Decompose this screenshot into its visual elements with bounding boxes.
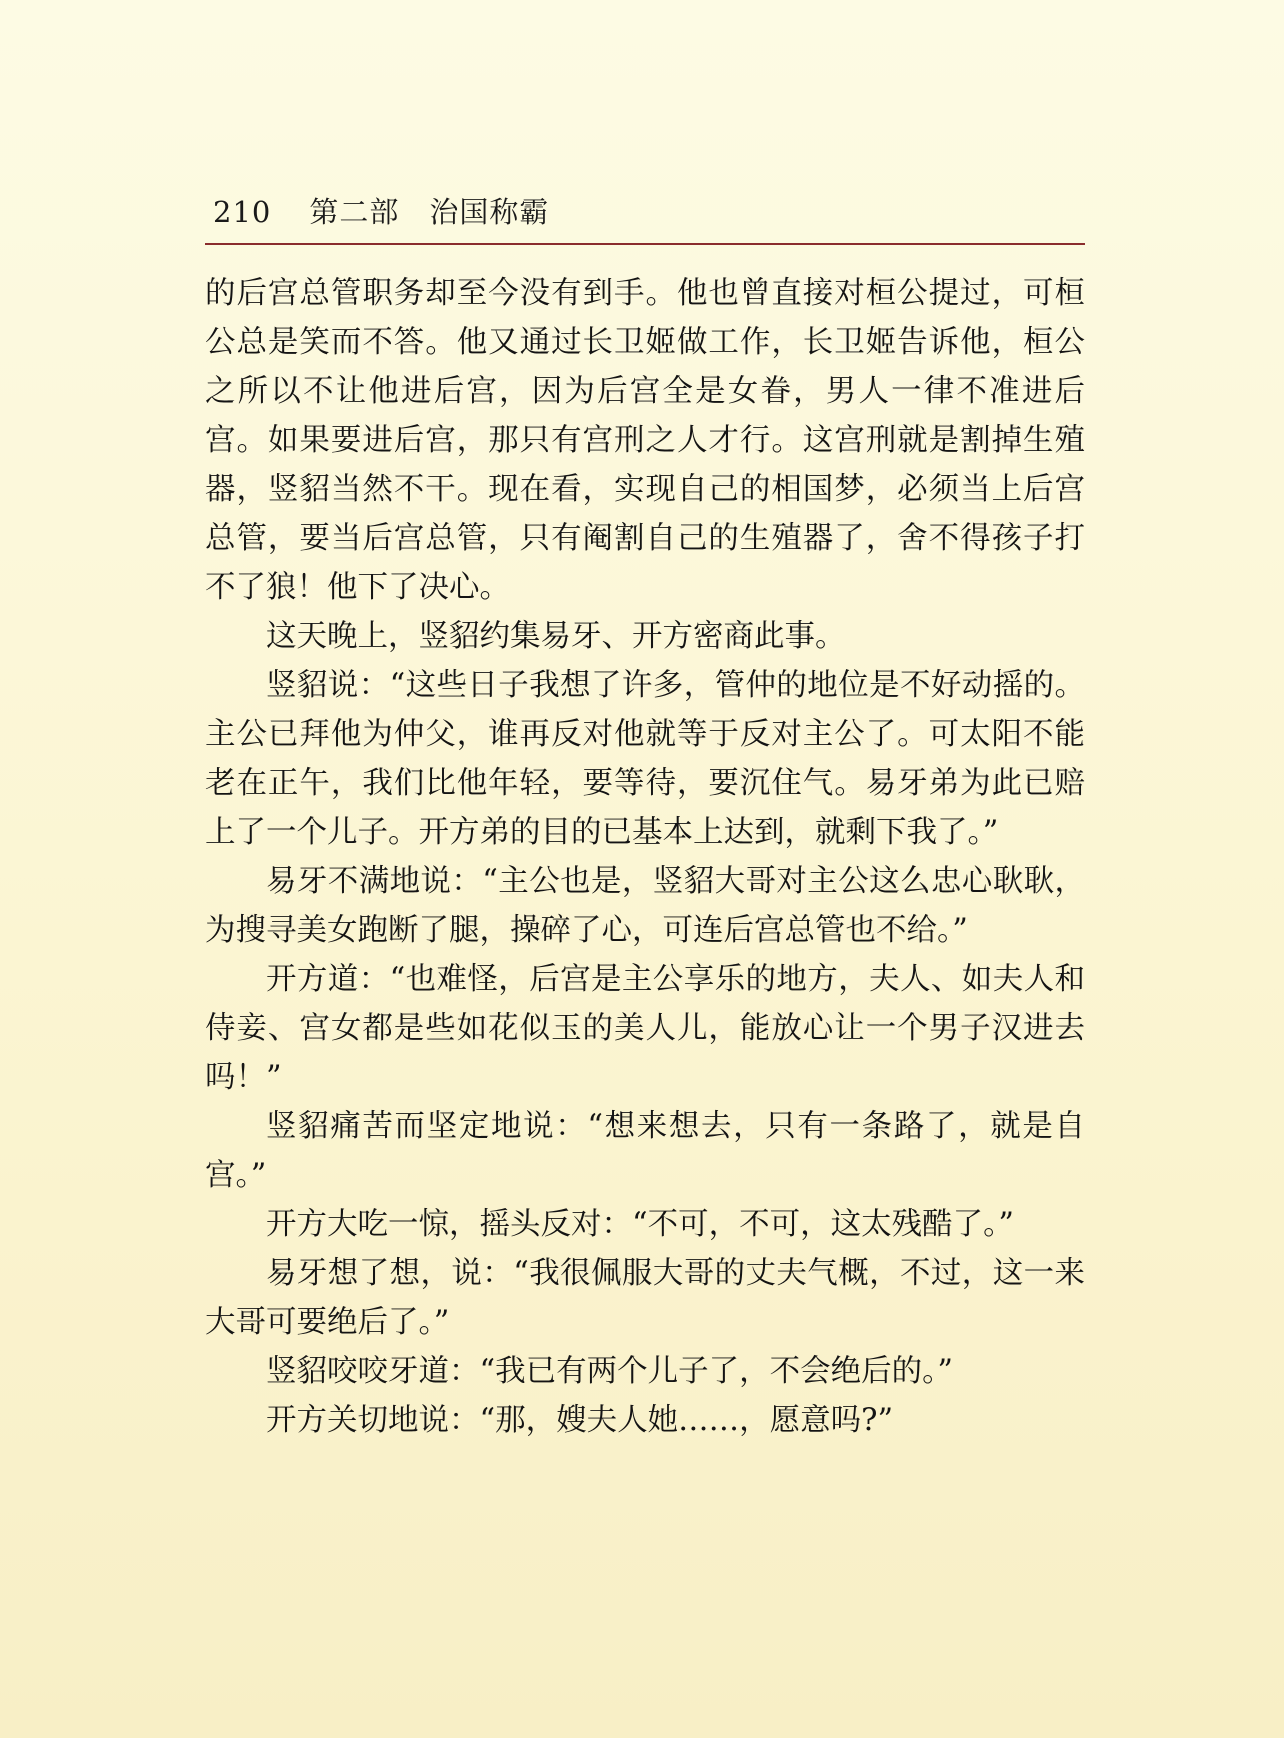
paragraph: 这天晚上，竖貂约集易牙、开方密商此事。 — [266, 619, 846, 654]
header-divider — [205, 243, 1085, 245]
paragraph: 竖貂说：“这些日子我想了许多，管仲的地位是不好动摇的。主公已拜他为仲父，谁再反对他就等于反对主公了。可太阳不能老在正午，我们比他年轻，要等待，要沉住气。易牙弟为此已赔上了一个儿子。开方弟的目的已基本上达到，就剩下我了。” — [205, 668, 1085, 850]
page-content — [205, 190, 1085, 1445]
paragraph: 开方道：“也难怪，后宫是主公享乐的地方，夫人、如夫人和侍妾、宫女都是些如花似玉的美人儿，能放心让一个男子汉进去吗！” — [205, 962, 1085, 1095]
paragraph: 易牙不满地说：“主公也是，竖貂大哥对主公这么忠心耿耿，为搜寻美女跑断了腿，操碎了心，可连后宫总管也不给。” — [205, 864, 1085, 948]
section-title: 治国称霸 — [429, 195, 550, 229]
page-number: 210 — [213, 195, 272, 229]
body-text — [205, 269, 1085, 1445]
paragraph: 易牙想了想，说：“我很佩服大哥的丈夫气概，不过，这一来大哥可要绝后了。” — [205, 1256, 1085, 1340]
paragraph: 开方大吃一惊，摇头反对：“不可，不可，这太残酷了。” — [266, 1207, 1014, 1242]
paragraph: 开方关切地说：“那，嫂夫人她……，愿意吗?” — [266, 1403, 894, 1438]
part-title: 第二部 — [309, 195, 400, 229]
paragraph: 竖貂咬咬牙道：“我已有两个儿子了，不会绝后的。” — [266, 1354, 953, 1389]
paragraph: 的后宫总管职务却至今没有到手。他也曾直接对桓公提过，可桓公总是笑而不答。他又通过长卫姬做工作，长卫姬告诉他，桓公之所以不让他进后宫，因为后宫全是女眷，男人一律不准进后宫。如果要进后宫，那只有宫刑之人才行。这宫刑就是割掉生殖器，竖貂当然不干。现在看，实现自己的相国梦，必须当上后宫总管，要当后宫总管，只有阉割自己的生殖器了，舍不得孩子打不了狼！他下了决心。 — [205, 276, 1085, 605]
paragraph: 竖貂痛苦而坚定地说：“想来想去，只有一条路了，就是自宫。” — [205, 1109, 1085, 1193]
page-header — [205, 190, 1085, 231]
